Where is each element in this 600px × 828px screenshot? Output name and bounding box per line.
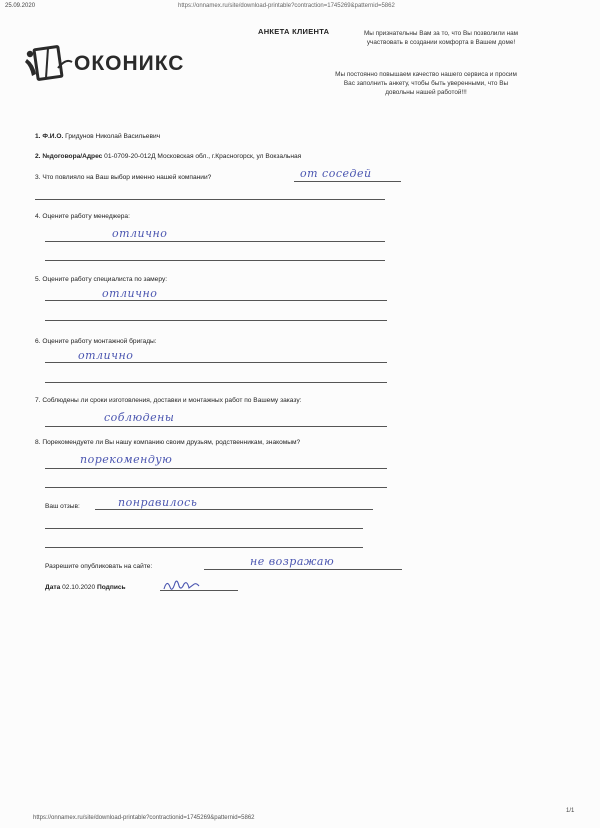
brand-name: ОКОНИКС bbox=[74, 52, 185, 75]
question-1 bbox=[35, 133, 160, 140]
publish-line bbox=[204, 569, 402, 570]
footer-url[interactable]: https://onnamex.ru/site/download-printable?contractionid=1745269&patternid=5862 bbox=[33, 815, 255, 821]
question-4-line-2 bbox=[45, 260, 385, 261]
question-7-answer[interactable]: соблюдены bbox=[104, 411, 175, 424]
question-2-value[interactable]: 01-0709-20-012Д Московская обл., г.Красногорск, ул Вокзальная bbox=[104, 153, 302, 160]
form-title: АНКЕТА КЛИЕНТА bbox=[258, 27, 330, 36]
question-6-line-1 bbox=[45, 362, 387, 363]
question-3-label: 3. Что повлияло на Ваш выбор именно нашей компании? bbox=[35, 174, 212, 181]
question-4-label: 4. Оцените работу менеджера: bbox=[35, 213, 130, 220]
question-3-answer[interactable]: от соседей bbox=[300, 167, 372, 180]
review-label: Ваш отзыв: bbox=[45, 503, 80, 510]
question-5-line-1 bbox=[45, 300, 387, 301]
question-5-line-2 bbox=[45, 320, 387, 321]
question-2 bbox=[35, 153, 301, 160]
intro-line-1: Мы признательны Вам за то, что Вы позволили нам bbox=[363, 30, 519, 37]
print-date: 25.09.2020 bbox=[5, 3, 36, 9]
question-5-label: 5. Оцените работу специалиста по замеру: bbox=[35, 276, 168, 283]
question-8-line-2 bbox=[45, 487, 387, 488]
question-7-label: 7. Соблюдены ли сроки изготовления, доставки и монтажных работ по Вашему заказу: bbox=[35, 397, 302, 404]
intro-line-3: Мы постоянно повышаем качество нашего сервиса и просим bbox=[335, 71, 517, 78]
date-label: Дата bbox=[45, 584, 61, 591]
question-6-answer[interactable]: отлично bbox=[78, 349, 134, 362]
review-line-2 bbox=[45, 528, 363, 529]
review-answer[interactable]: понравилось bbox=[118, 496, 198, 509]
publish-answer[interactable]: не возражаю bbox=[250, 555, 335, 568]
signature-label: Подпись bbox=[96, 584, 126, 591]
question-8-label: 8. Порекомендуете ли Вы нашу компанию своим друзьям, родственникам, знакомым? bbox=[35, 439, 301, 446]
question-1-label: 1. Ф.И.О. bbox=[35, 133, 64, 140]
brand-logo-icon bbox=[22, 44, 74, 84]
date-signature-row bbox=[45, 584, 126, 591]
question-3-line bbox=[294, 181, 401, 182]
intro-line-5: довольны нашей работой!!! bbox=[385, 89, 467, 96]
signature-scribble[interactable] bbox=[162, 577, 202, 595]
intro-line-4: Вас заполнить анкету, чтобы быть уверенными, что Вы bbox=[343, 80, 509, 87]
review-line-3 bbox=[45, 547, 363, 548]
question-8-line-1 bbox=[45, 468, 387, 469]
review-line-1 bbox=[95, 509, 373, 510]
intro-line-2: участвовать в создании комфорта в Вашем доме! bbox=[366, 39, 516, 46]
question-6-label: 6. Оцените работу монтажной бригады: bbox=[35, 338, 157, 345]
question-4-answer[interactable]: отлично bbox=[112, 227, 168, 240]
date-value[interactable]: 02.10.2020 bbox=[62, 584, 96, 591]
page-number: 1/1 bbox=[566, 808, 575, 814]
question-3-line-2 bbox=[35, 199, 385, 200]
question-6-line-2 bbox=[45, 382, 387, 383]
question-1-value[interactable]: Гридунов Николай Васильевич bbox=[65, 133, 161, 140]
print-url[interactable]: https://onnamex.ru/site/download-printable?contraction=1745269&patternid=5862 bbox=[178, 3, 395, 9]
question-8-answer[interactable]: порекомендую bbox=[80, 453, 173, 466]
brand-logo bbox=[22, 44, 222, 84]
question-4-line-1 bbox=[45, 241, 385, 242]
question-5-answer[interactable]: отлично bbox=[102, 287, 158, 300]
question-2-label: 2. №договора/Адрес bbox=[35, 153, 103, 160]
publish-label: Разрешите опубликовать на сайте: bbox=[45, 563, 153, 570]
question-7-line bbox=[45, 426, 387, 427]
